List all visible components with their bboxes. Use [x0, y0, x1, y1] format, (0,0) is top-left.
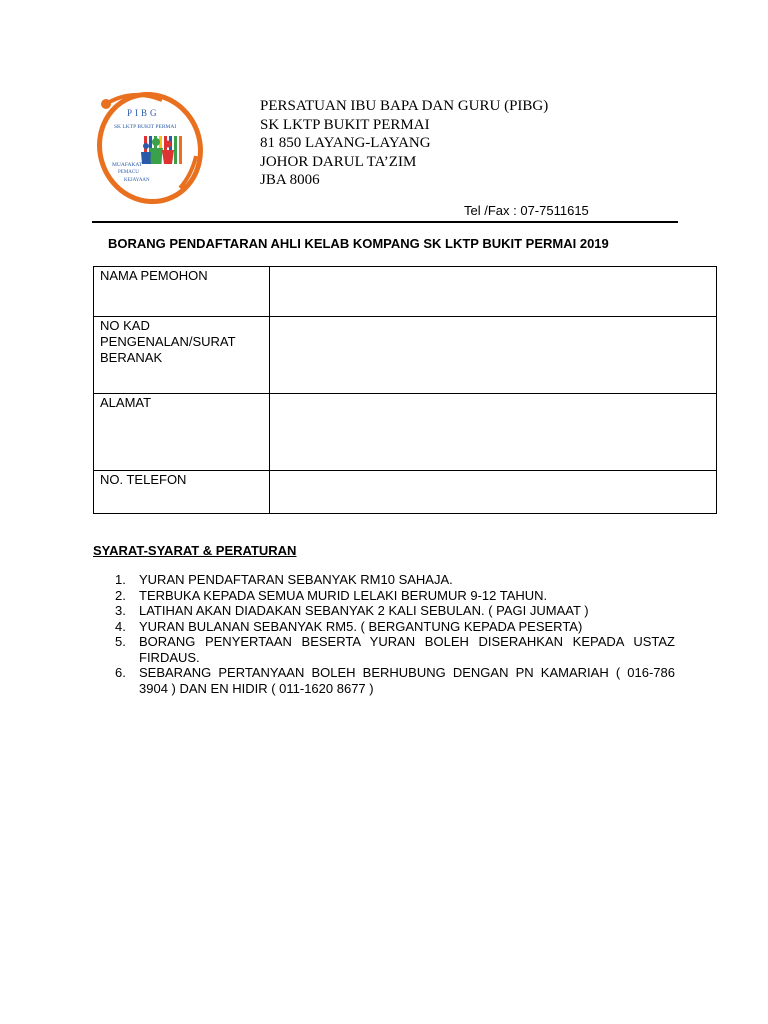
address-line: JOHOR DARUL TA’ZIM — [260, 153, 417, 170]
header-divider — [92, 221, 678, 223]
list-item — [93, 665, 675, 696]
list-number: 2. — [115, 587, 126, 603]
address-line: SK LKTP BUKIT PERMAI — [260, 116, 430, 133]
field-no-telefon[interactable] — [270, 471, 717, 514]
rule-text: YURAN BULANAN SEBANYAK RM5. ( BERGANTUNG KEPADA PESERTA) — [139, 618, 583, 634]
form-row-alamat — [94, 394, 717, 471]
address-line: 81 850 LAYANG-LAYANG — [260, 135, 431, 151]
rules-list — [93, 572, 675, 696]
tel-fax: Tel /Fax : 07-7511615 — [464, 203, 589, 218]
list-number: 3. — [115, 603, 126, 618]
list-item — [93, 572, 675, 588]
pibg-logo — [92, 86, 222, 206]
address-block — [260, 97, 548, 190]
rule-text: SEBARANG PERTANYAAN BOLEH BERHUBUNG DENGAN PN KAMARIAH ( 016-786 3904 ) DAN EN HIDIR ( 011-1620 8677 ) — [139, 665, 675, 696]
logo-motto-1: MUAFAKAT — [112, 162, 143, 168]
list-item — [93, 634, 675, 665]
list-number: 5. — [115, 634, 126, 649]
logo-text-top: PIBG — [127, 108, 160, 118]
list-item — [93, 603, 675, 619]
list-number: 1. — [115, 572, 126, 587]
logo-text-school: SK LKTP BUKIT PERMAI — [114, 124, 177, 130]
form-row-nama — [94, 267, 717, 317]
label-no-kad-pengenalan: NO KAD PENGENALAN/SURAT BERANAK — [94, 317, 270, 394]
rule-text: BORANG PENYERTAAN BESERTA YURAN BOLEH DISERAHKAN KEPADA USTAZ FIRDAUS. — [139, 634, 675, 665]
address-line: PERSATUAN IBU BAPA DAN GURU (PIBG) — [260, 98, 549, 114]
rule-text: LATIHAN AKAN DIADAKAN SEBANYAK 2 KALI SEBULAN. ( PAGI JUMAAT ) — [139, 603, 589, 618]
rule-text: TERBUKA KEPADA SEMUA MURID LELAKI BERUMUR 9-12 TAHUN. — [139, 587, 548, 603]
label-no-telefon: NO. TELEFON — [94, 471, 270, 514]
registration-form-table — [93, 266, 717, 514]
logo-motto-2: PEMACU — [118, 170, 139, 175]
rules-heading: SYARAT-SYARAT & PERATURAN — [93, 543, 297, 558]
list-item — [93, 588, 675, 604]
rule-text: YURAN PENDAFTARAN SEBANYAK RM10 SAHAJA. — [139, 572, 453, 587]
list-number: 6. — [115, 665, 126, 680]
label-nama-pemohon: NAMA PEMOHON — [94, 267, 270, 317]
address-line: JBA 8006 — [260, 172, 320, 188]
list-number: 4. — [115, 618, 126, 634]
list-item — [93, 619, 675, 635]
label-alamat: ALAMAT — [94, 394, 270, 471]
field-nama-pemohon[interactable] — [270, 267, 717, 317]
logo-graphic — [92, 86, 222, 206]
logo-motto-3: KEJAYAAN — [124, 178, 150, 183]
form-title: BORANG PENDAFTARAN AHLI KELAB KOMPANG SK LKTP BUKIT PERMAI 2019 — [108, 236, 609, 251]
form-row-telefon — [94, 471, 717, 514]
field-alamat[interactable] — [270, 394, 717, 471]
field-no-kad-pengenalan[interactable] — [270, 317, 717, 394]
form-row-ic — [94, 317, 717, 394]
